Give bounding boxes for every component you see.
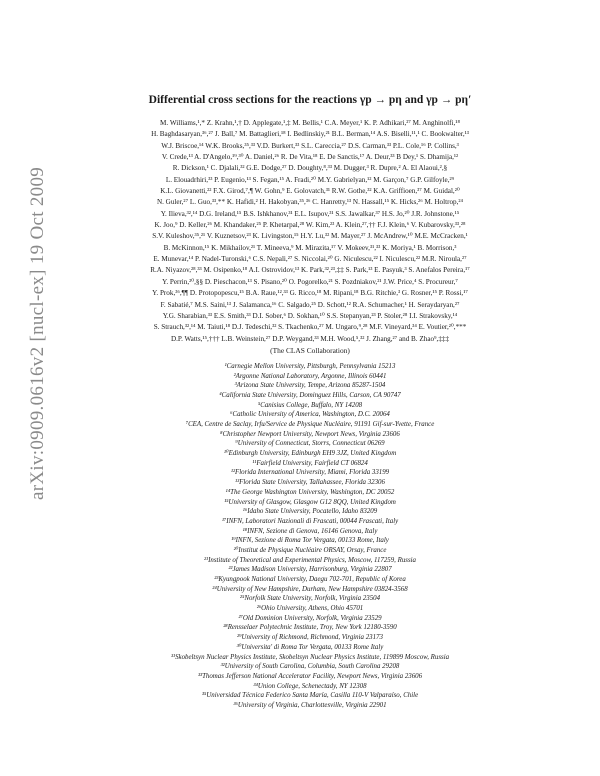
- author-line: S. Strauch,³²,¹⁴ M. Taiuti,¹⁸ D.J. Tedeschi,³² S. Tkachenko,²⁷ M. Ungaro,⁹,²⁸ M.F. Vineyard,³⁴ E. Voutier,²⁰,***: [153, 323, 467, 332]
- collaboration-name: (The CLAS Collaboration): [270, 345, 350, 355]
- affiliation-item: ⁷CEA, Centre de Saclay, Irfu/Service de Physique Nucléaire, 91191 Gif-sur-Yvette, France: [185, 421, 435, 428]
- author-line: L. Elouadrhiri,³³ P. Eugenio,¹³ S. Fegan,¹⁵ A. Fradi,²⁰ M.Y. Gabrielyan,¹² M. Garçon,⁷ G.P. Gilfoyle,²⁹: [165, 175, 455, 184]
- author-line: Y. Perrin,²⁰,§§ D. Pieschacon,¹³ S. Pisano,²⁰ O. Pogorelko,²¹ S. Pozdniakov,²¹ J.W. Price,⁴ S. Procureur,⁷: [162, 277, 458, 286]
- affiliation-item: ³¹Skobeltsyn Nuclear Physics Institute, Skobeltsyn Nuclear Physics Institute, 119899 Moscow, Russia: [170, 653, 450, 661]
- affiliation-item: ²⁸Rensselaer Polytechnic Institute, Troy, New York 12180-3590: [223, 624, 397, 632]
- affiliation-item: ¹¹Fairfield University, Fairfield CT 06824: [252, 459, 368, 467]
- affiliation-item: ³⁵Universidad Técnica Federico Santa María, Casilla 110-V Valparaíso, Chile: [201, 692, 419, 700]
- author-line: M. Williams,¹,* Z. Krahn,¹,† D. Applegate,¹,‡ M. Bellis,¹ C.A. Meyer,¹ K. P. Adhikari,²⁷ M. Anghinolfi,¹⁸: [160, 119, 460, 127]
- author-line: D.P. Watts,¹⁵,††† L.B. Weinstein,²⁷ D.P. Weygand,³³ M.H. Wood,⁵,³² J. Zhang,²⁷ and B. Zhao⁹,‡‡‡: [170, 334, 450, 343]
- affiliation-item: ¹²Florida International University, Miami, Florida 33199: [230, 469, 390, 477]
- affiliation-item: ¹⁹INFN, Sezione di Roma Tor Vergata, 00133 Rome, Italy: [231, 537, 389, 545]
- affiliation-item: ³Arizona State University, Tempe, Arizona 85287-1504: [234, 382, 386, 390]
- author-line: W.J. Briscoe,¹⁴ W.K. Brooks,³⁵,³³ V.D. Burkert,³³ S.L. Careccia,²⁷ D.S. Carman,³³ P.L. Cole,¹⁶ P. Collins,³: [161, 141, 459, 150]
- arxiv-sidebar: [22, 160, 52, 500]
- affiliation-item: ¹⁵University of Glasgow, Glasgow G12 8QQ, United Kingdom: [224, 498, 396, 506]
- affiliation-item: ¹⁷INFN, Laboratori Nazionali di Frascati, 00044 Frascati, Italy: [221, 517, 399, 525]
- affiliation-item: ¹⁰Edinburgh University, Edinburgh EH9 3JZ, United Kingdom: [223, 450, 397, 458]
- affiliation-item: ⁵Canisius College, Buffalo, NY 14208: [257, 401, 363, 409]
- affiliation-item: ³⁰Universita' di Roma Tor Vergata, 00133 Rome Italy: [236, 643, 384, 651]
- affiliation-item: ³⁶University of Virginia, Charlottesville, Virginia 22901: [233, 701, 387, 709]
- affiliation-item: ³²University of South Carolina, Columbia, South Carolina 29208: [220, 663, 400, 671]
- author-line: R.A. Niyazov,²⁸,³³ M. Osipenko,¹⁸ A.I. Ostrovidov,¹³ K. Park,³²,²³,‡‡ S. Park,¹³ E. Pasyuk,³ S. Anefalos Pereira,¹⁷: [150, 266, 470, 275]
- affiliation-item: ²⁵Norfolk State University, Norfolk, Virginia 23504: [239, 595, 381, 603]
- author-list: [70, 118, 550, 345]
- paper-title: Differential cross sections for the reactions γp → pη and γp → pη′: [148, 94, 472, 106]
- author-line: Y.G. Sharabian,³³ E.S. Smith,³³ D.I. Sober,⁶ D. Sokhan,¹⁰ S.S. Stepanyan,²³ P. Stoler,²⁸ I.I. Strakovsky,¹⁴: [162, 311, 458, 320]
- author-line: Y. Prok,³⁶,¶¶ D. Protopopescu,¹⁵ B.A. Raue,¹²,³³ G. Ricco,¹⁸ M. Ripani,¹⁸ B.G. Ritchie,³ G. Rosner,¹⁵ P. Rossi,¹⁷: [152, 289, 468, 298]
- author-line: E. Munevar,¹⁴ P. Nadel-Turonski,⁶ C.S. Nepali,²⁷ S. Niccolai,²⁰ G. Niculescu,²² I. Niculescu,²² M.R. Niroula,²⁷: [153, 255, 467, 264]
- affiliation-item: ⁴California State University, Dominguez Hills, Carson, CA 90747: [219, 391, 401, 399]
- author-line: Y. Ilieva,³²,¹⁴ D.G. Ireland,¹⁵ B.S. Ishkhanov,³¹ E.L. Isupov,³¹ S.S. Jawalkar,³⁷ H.S. Jo,²⁰ J.R. Johnstone,¹⁵: [160, 209, 460, 218]
- affiliation-list: [70, 362, 550, 711]
- affiliation-item: ¹³Florida State University, Tallahassee, Florida 32306: [235, 479, 385, 487]
- author-line: S.V. Kuleshov,³⁵,²¹ V. Kuznetsov,²³ K. Livingston,¹⁵ H.Y. Lu,³² M. Mayer,²⁷ J. McAndrew,¹⁰ M.E. McCracken,¹: [152, 232, 468, 241]
- affiliation-item: ²²James Madison University, Harrisonburg, Virginia 22807: [228, 566, 392, 574]
- affiliation-item: ⁶Catholic University of America, Washington, D.C. 20064: [230, 411, 390, 419]
- author-line: R. Dickson,¹ C. Djalali,³² G.E. Dodge,²⁷ D. Doughty,⁸,³³ M. Dugger,³ R. Dupre,² A. El Alaoui,²,§: [172, 164, 448, 173]
- author-line: K.L. Giovanetti,²² F.X. Girod,⁷,¶ W. Gohn,⁹ E. Golovatch,³¹ R.W. Gothe,³² K.A. Griffioen,³⁷ M. Guidal,²⁰: [160, 187, 460, 196]
- affiliation-item: ¹⁸INFN, Sezione di Genova, 16146 Genova, Italy: [242, 527, 378, 535]
- affiliation-item: ¹⁴The George Washington University, Washington, DC 20052: [225, 488, 395, 496]
- affiliation-item: ²⁹University of Richmond, Richmond, Virginia 23173: [237, 634, 383, 642]
- paper-first-page: [70, 94, 550, 711]
- affiliation-item: ²⁴University of New Hampshire, Durham, New Hampshire 03824-3568: [212, 585, 408, 593]
- affiliation-item: ²⁷Old Dominion University, Norfolk, Virginia 23529: [238, 614, 382, 622]
- affiliation-item: ²³Kyungpook National University, Daegu 702-701, Republic of Korea: [214, 576, 406, 583]
- author-line: V. Crede,¹³ A. D'Angelo,¹⁹,³⁰ A. Daniel,²⁶ R. De Vita,¹⁸ E. De Sanctis,¹⁷ A. Deur,³³ B Dey,¹ S. Dhamija,¹²: [161, 153, 459, 162]
- affiliation-item: ⁸Christopher Newport University, Newport News, Virginia 23606: [220, 430, 400, 438]
- affiliation-item: ¹Carnegie Mellon University, Pittsburgh, Pennsylvania 15213: [224, 362, 396, 370]
- affiliation-item: ²⁰Institut de Physique Nucléaire ORSAY, Orsay, France: [233, 546, 387, 554]
- affiliation-item: ²¹Institute of Theoretical and Experimental Physics, Moscow, 117259, Russia: [203, 556, 417, 564]
- affiliation-item: ³⁴Union College, Schenectady, NY 12308: [253, 682, 367, 690]
- affiliation-item: ³³Thomas Jefferson National Accelerator Facility, Newport News, Virginia 23606: [197, 672, 423, 680]
- author-line: K. Joo,⁹ D. Keller,²⁶ M. Khandaker,²⁵ P. Khetarpal,²⁸ W. Kim,²³ A. Klein,²⁷,†† F.J. Klein,⁶ V. Kubarovsky,³³,²⁸: [154, 221, 466, 230]
- affiliation-item: ⁹University of Connecticut, Storrs, Connecticut 06269: [235, 440, 385, 448]
- author-line: F. Sabatié,⁷ M.S. Saini,¹³ J. Salamanca,¹⁶ C. Salgado,²⁵ D. Schott,¹² R.A. Schumacher,¹ H. Seraydaryan,²⁷: [160, 300, 460, 309]
- author-line: H. Baghdasaryan,³⁶,²⁷ J. Ball,⁷ M. Battaglieri,¹⁸ I. Bedlinskiy,²¹ B.L. Berman,¹⁴ A.S. Biselli,¹¹,¹ C. Bookwalter,¹³: [151, 130, 469, 139]
- author-line: B. McKinnon,¹⁵ K. Mikhailov,²¹ T. Mineeva,⁹ M. Mirazita,¹⁷ V. Mokeev,³¹,³³ K. Moriya,¹ B. Morrison,³: [163, 243, 457, 252]
- affiliation-item: ²Argonne National Laboratory, Argonne, Illinois 60441: [233, 372, 387, 380]
- affiliation-item: ²⁶Ohio University, Athens, Ohio 45701: [256, 605, 364, 613]
- affiliation-item: ¹⁶Idaho State University, Pocatello, Idaho 83209: [242, 508, 378, 516]
- author-line: N. Guler,²⁷ L. Guo,³³,** K. Hafidi,² H. Hakobyan,³⁵,³⁶ C. Hanretty,¹³ N. Hassall,¹⁵ K. Hicks,²⁶ M. Holtrop,²⁴: [156, 198, 464, 207]
- arxiv-identifier: arXiv:0909.0616v2 [nucl-ex] 19 Oct 2009: [27, 166, 48, 500]
